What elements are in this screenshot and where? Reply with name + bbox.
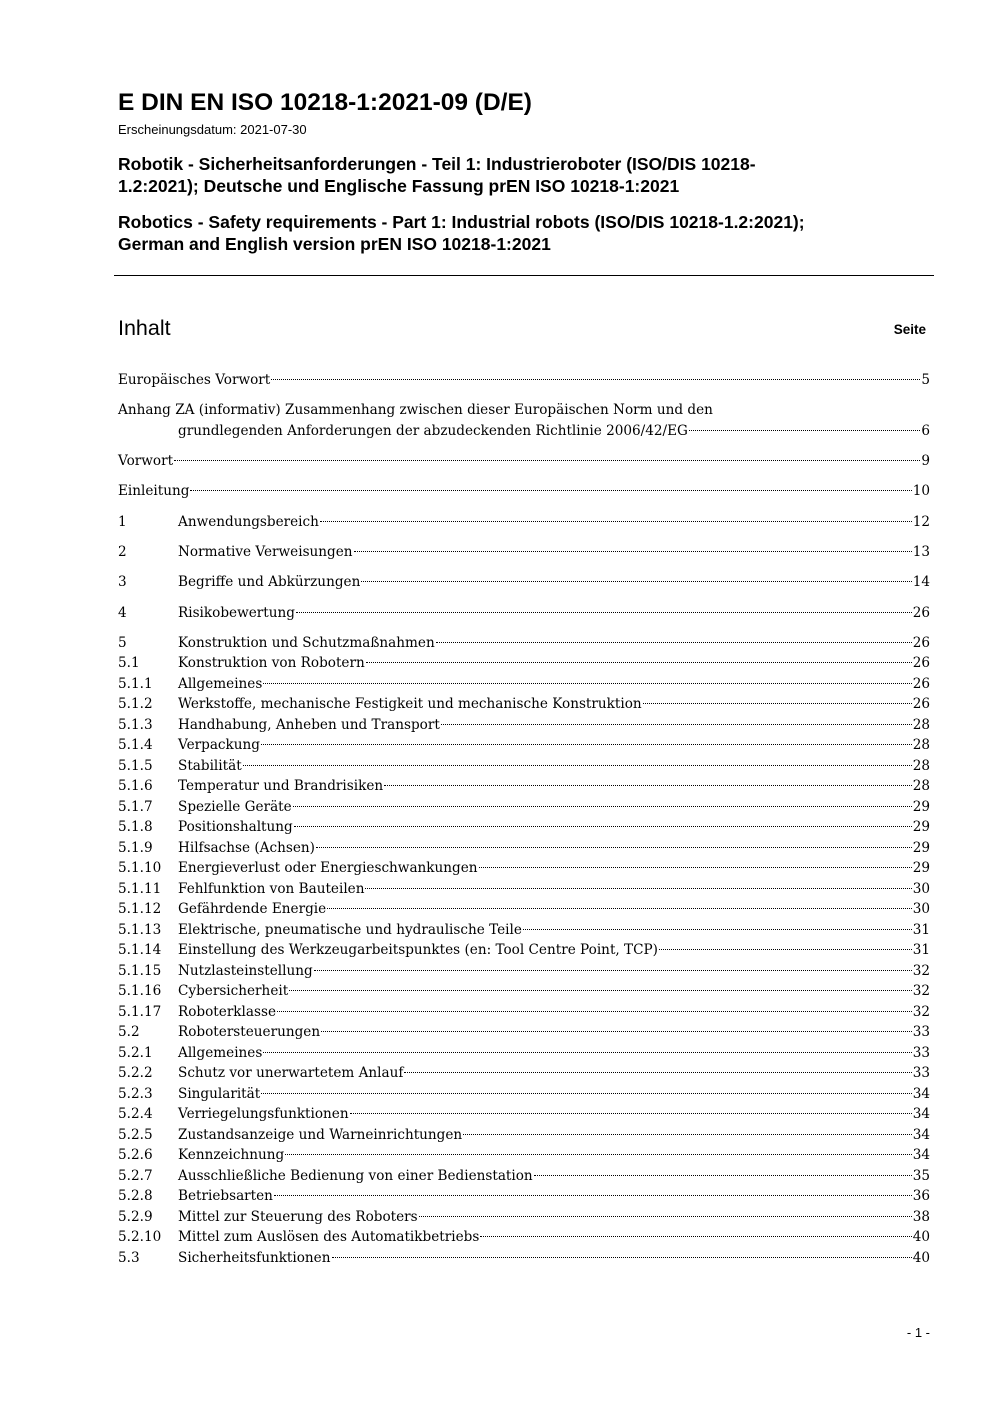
toc-dot-leader xyxy=(263,683,911,684)
toc-entry-line xyxy=(178,633,930,654)
toc-entry[interactable] xyxy=(118,572,930,593)
toc-entry-title: Schutz vor unerwartetem Anlauf xyxy=(178,1065,404,1082)
toc-entry[interactable] xyxy=(118,694,930,715)
toc-dot-leader xyxy=(277,1011,912,1012)
title-german xyxy=(118,153,934,197)
toc-entry-title: Spezielle Geräte xyxy=(178,798,292,815)
toc-entry-number: 5.2.7 xyxy=(118,1167,153,1184)
toc-entry-page: 28 xyxy=(912,757,930,774)
toc-entry-number: 5.2.6 xyxy=(118,1147,153,1164)
toc-entry[interactable] xyxy=(118,633,930,654)
toc-entry-title: Temperatur und Brandrisiken xyxy=(178,778,384,795)
toc-entry-title: Allgemeines xyxy=(178,675,263,692)
table-of-contents xyxy=(118,370,930,1268)
toc-entry-line xyxy=(178,1002,930,1023)
toc-entry-line xyxy=(178,879,930,900)
toc-entry-page: 9 xyxy=(921,453,930,470)
toc-entry-line xyxy=(178,603,930,624)
toc-entry-page: 14 xyxy=(912,574,930,591)
toc-dot-leader xyxy=(361,581,911,582)
toc-dot-leader xyxy=(243,765,912,766)
toc-entry-title: Stabilität xyxy=(178,757,242,774)
toc-entry[interactable] xyxy=(118,674,930,695)
toc-entry-title: Einleitung xyxy=(118,483,190,500)
toc-entry[interactable] xyxy=(118,756,930,777)
toc-entry-number: 5.1.3 xyxy=(118,716,153,733)
toc-entry[interactable] xyxy=(118,653,930,674)
toc-entry-number: 5.2.2 xyxy=(118,1065,153,1082)
toc-entry-title: Betriebsarten xyxy=(178,1188,273,1205)
toc-entry-title: Mittel zur Steuerung des Roboters xyxy=(178,1208,418,1225)
document-header xyxy=(118,88,934,255)
toc-entry-line xyxy=(178,797,930,818)
toc-entry-line xyxy=(178,838,930,859)
toc-entry-line xyxy=(178,715,930,736)
toc-entry-title: Hilfsachse (Achsen) xyxy=(178,839,315,856)
toc-dot-leader xyxy=(296,612,912,613)
toc-entry-line xyxy=(178,1125,930,1146)
toc-entry-page: 6 xyxy=(921,422,930,439)
toc-entry[interactable] xyxy=(118,735,930,756)
toc-dot-leader xyxy=(441,724,912,725)
toc-entry-line xyxy=(118,370,930,391)
toc-dot-leader xyxy=(463,1134,912,1135)
toc-dot-leader xyxy=(294,826,912,827)
toc-entry-title: Handhabung, Anheben und Transport xyxy=(178,716,440,733)
toc-entry-line xyxy=(178,776,930,797)
toc-entry-line xyxy=(178,817,930,838)
toc-entry[interactable] xyxy=(118,981,930,1002)
toc-entry-line xyxy=(118,481,930,502)
toc-entry-line xyxy=(178,1104,930,1125)
toc-entry-page: 40 xyxy=(912,1229,930,1246)
toc-entry-page: 33 xyxy=(912,1044,930,1061)
toc-entry-title: Einstellung des Werkzeugarbeitspunktes (en: Tool Centre Point, TCP) xyxy=(178,942,658,959)
toc-title: Inhalt xyxy=(118,316,171,340)
toc-entry-line xyxy=(178,572,930,593)
toc-entry-line xyxy=(178,694,930,715)
toc-entry[interactable] xyxy=(118,1227,930,1248)
toc-entry-page: 36 xyxy=(912,1188,930,1205)
toc-entry-line xyxy=(178,1022,930,1043)
toc-entry-page: 32 xyxy=(912,962,930,979)
toc-entry[interactable] xyxy=(118,1125,930,1146)
toc-entry-number: 5.1.2 xyxy=(118,696,153,713)
toc-entry[interactable] xyxy=(118,451,930,472)
toc-entry-line xyxy=(178,1063,930,1084)
toc-entry-title: Cybersicherheit xyxy=(178,983,289,1000)
toc-entry-line xyxy=(178,542,930,563)
toc-entry-number: 5.1.7 xyxy=(118,798,153,815)
toc-dot-leader xyxy=(332,1257,912,1258)
toc-entry-page: 10 xyxy=(912,483,930,500)
toc-entry-number: 4 xyxy=(118,604,127,621)
toc-entry-page: 31 xyxy=(912,921,930,938)
toc-entry-line xyxy=(178,1207,930,1228)
toc-entry-title: Gefährdende Energie xyxy=(178,901,327,918)
toc-entry[interactable] xyxy=(118,400,930,441)
toc-entry-line xyxy=(178,920,930,941)
toc-entry[interactable] xyxy=(118,1104,930,1125)
toc-entry-line xyxy=(178,1084,930,1105)
toc-dot-leader xyxy=(436,642,912,643)
toc-entry-page: 32 xyxy=(912,1003,930,1020)
toc-entry[interactable] xyxy=(118,879,930,900)
toc-entry-number: 5.2.3 xyxy=(118,1085,153,1102)
toc-entry-page: 26 xyxy=(912,696,930,713)
toc-entry-page: 38 xyxy=(912,1208,930,1225)
toc-entry-number: 1 xyxy=(118,513,127,530)
title-english-line-1: Robotics - Safety requirements - Part 1: Industrial robots (ISO/DIS 10218-1.2:2021); xyxy=(118,212,805,232)
toc-entry[interactable] xyxy=(118,481,930,502)
toc-entry-title: Elektrische, pneumatische und hydraulische Teile xyxy=(178,921,522,938)
toc-entry-title: Ausschließliche Bedienung von einer Bedienstation xyxy=(178,1167,533,1184)
toc-entry-number: 5.1.11 xyxy=(118,880,162,897)
toc-entry-number: 5.1.15 xyxy=(118,962,162,979)
toc-entry-line xyxy=(178,1043,930,1064)
toc-entry[interactable] xyxy=(118,1022,930,1043)
toc-entry-title: Kennzeichnung xyxy=(178,1147,285,1164)
toc-entry[interactable] xyxy=(118,776,930,797)
toc-entry[interactable] xyxy=(118,603,930,624)
toc-dot-leader xyxy=(314,970,912,971)
toc-entry[interactable] xyxy=(118,961,930,982)
toc-entry-line xyxy=(178,653,930,674)
toc-entry-title: Sicherheitsfunktionen xyxy=(178,1249,331,1266)
toc-dot-leader xyxy=(190,490,911,491)
toc-dot-leader xyxy=(384,785,912,786)
toc-entry-number: 5.1.1 xyxy=(118,675,153,692)
publication-date: Erscheinungsdatum: 2021-07-30 xyxy=(118,122,307,137)
toc-entry-title: Begriffe und Abkürzungen xyxy=(178,574,361,591)
toc-entry-page: 26 xyxy=(912,675,930,692)
toc-entry-line xyxy=(178,1248,930,1269)
toc-entry-number: 5.1.16 xyxy=(118,983,162,1000)
toc-entry-line xyxy=(178,940,930,961)
toc-entry-title: Vorwort xyxy=(118,453,174,470)
toc-entry-title: Singularität xyxy=(178,1085,261,1102)
title-german-line-2: 1.2:2021); Deutsche und Englische Fassung prEN ISO 10218-1:2021 xyxy=(118,176,680,196)
toc-entry-number: 5.1.4 xyxy=(118,737,153,754)
toc-entry-number: 5.2.4 xyxy=(118,1106,153,1123)
toc-dot-leader xyxy=(404,1072,911,1073)
toc-entry[interactable] xyxy=(118,838,930,859)
toc-entry-page: 28 xyxy=(912,716,930,733)
toc-dot-leader xyxy=(285,1154,911,1155)
toc-entry-line xyxy=(178,1166,930,1187)
toc-entry-number: 5.3 xyxy=(118,1249,140,1266)
toc-entry[interactable] xyxy=(118,1063,930,1084)
toc-dot-leader xyxy=(274,1195,912,1196)
toc-entry[interactable] xyxy=(118,370,930,391)
toc-entry-page: 29 xyxy=(912,860,930,877)
toc-entry-title: Mittel zum Auslösen des Automatikbetriebs xyxy=(178,1229,480,1246)
toc-entry-number: 5.1 xyxy=(118,655,140,672)
toc-entry-page: 30 xyxy=(912,880,930,897)
toc-page-column-header: Seite xyxy=(893,322,926,337)
toc-dot-leader xyxy=(643,703,912,704)
toc-dot-leader xyxy=(659,949,912,950)
toc-entry-title: Werkstoffe, mechanische Festigkeit und mechanische Konstruktion xyxy=(178,696,642,713)
toc-entry-page: 34 xyxy=(912,1147,930,1164)
toc-entry-title: Risikobewertung xyxy=(178,604,295,621)
toc-dot-leader xyxy=(316,847,912,848)
toc-entry-number: 5.2.1 xyxy=(118,1044,153,1061)
toc-entry[interactable] xyxy=(118,797,930,818)
toc-entry[interactable] xyxy=(118,920,930,941)
toc-heading-row xyxy=(118,314,926,344)
toc-entry-page: 29 xyxy=(912,819,930,836)
toc-entry-number: 5.2 xyxy=(118,1024,140,1041)
document-title: E DIN EN ISO 10218-1:2021-09 (D/E) xyxy=(118,89,532,116)
toc-entry-page: 34 xyxy=(912,1106,930,1123)
toc-entry-line xyxy=(178,981,930,1002)
header-divider xyxy=(114,275,934,276)
toc-entry[interactable] xyxy=(118,1084,930,1105)
toc-entry-title: Fehlfunktion von Bauteilen xyxy=(178,880,365,897)
toc-dot-leader xyxy=(289,990,912,991)
toc-entry-line xyxy=(178,674,930,695)
toc-entry[interactable] xyxy=(118,542,930,563)
toc-entry-page: 28 xyxy=(912,737,930,754)
toc-dot-leader xyxy=(354,551,912,552)
toc-entry-page: 35 xyxy=(912,1167,930,1184)
toc-entry-title-line-1: Anhang ZA (informativ) Zusammenhang zwischen dieser Europäischen Norm und den xyxy=(118,402,713,419)
toc-entry[interactable] xyxy=(118,899,930,920)
toc-dot-leader xyxy=(293,806,912,807)
toc-entry-title: Robotersteuerungen xyxy=(178,1024,321,1041)
toc-entry-line xyxy=(178,421,930,442)
toc-entry-title: Verpackung xyxy=(178,737,260,754)
toc-dot-leader xyxy=(480,1236,911,1237)
toc-dot-leader xyxy=(174,460,920,461)
toc-entry-line xyxy=(178,1227,930,1248)
toc-entry[interactable] xyxy=(118,512,930,533)
toc-entry[interactable] xyxy=(118,1043,930,1064)
toc-dot-leader xyxy=(365,888,911,889)
toc-entry-page: 40 xyxy=(912,1249,930,1266)
toc-entry-number: 3 xyxy=(118,574,127,591)
toc-entry-page: 26 xyxy=(912,634,930,651)
toc-dot-leader xyxy=(534,1175,912,1176)
toc-entry-page: 34 xyxy=(912,1085,930,1102)
toc-dot-leader xyxy=(366,662,912,663)
toc-entry-page: 29 xyxy=(912,839,930,856)
toc-entry-line xyxy=(178,899,930,920)
toc-entry[interactable] xyxy=(118,1186,930,1207)
toc-entry-line xyxy=(118,451,930,472)
toc-entry-line xyxy=(178,512,930,533)
toc-entry[interactable] xyxy=(118,940,930,961)
toc-entry[interactable] xyxy=(118,715,930,736)
toc-entry-number: 5.1.17 xyxy=(118,1003,162,1020)
toc-entry-number: 5.1.9 xyxy=(118,839,153,856)
toc-entry-number: 5.1.13 xyxy=(118,921,162,938)
toc-entry-title: Konstruktion und Schutzmaßnahmen xyxy=(178,634,435,651)
toc-entry-page: 5 xyxy=(921,372,930,388)
toc-entry-title: Europäisches Vorwort xyxy=(118,372,271,388)
toc-entry-title: Energieverlust oder Energieschwankungen xyxy=(178,860,478,877)
toc-entry-title: Anwendungsbereich xyxy=(178,513,319,530)
toc-entry[interactable] xyxy=(118,1145,930,1166)
toc-entry-title: Verriegelungsfunktionen xyxy=(178,1106,349,1123)
toc-entry-page: 28 xyxy=(912,778,930,795)
toc-entry-line xyxy=(178,756,930,777)
toc-entry-page: 30 xyxy=(912,901,930,918)
toc-entry-number: 5.2.5 xyxy=(118,1126,153,1143)
toc-entry-title: Positionshaltung xyxy=(178,819,293,836)
toc-dot-leader xyxy=(689,430,920,431)
toc-dot-leader xyxy=(419,1216,912,1217)
toc-entry-line xyxy=(178,858,930,879)
title-english-line-2: German and English version prEN ISO 10218-1:2021 xyxy=(118,234,551,254)
toc-dot-leader xyxy=(271,379,920,380)
toc-entry-page: 34 xyxy=(912,1126,930,1143)
toc-entry-page: 31 xyxy=(912,942,930,959)
toc-entry-page: 26 xyxy=(912,604,930,621)
toc-entry-number: 5.1.12 xyxy=(118,901,162,918)
toc-entry-title: Zustandsanzeige und Warneinrichtungen xyxy=(178,1126,463,1143)
toc-entry-title: Roboterklasse xyxy=(178,1003,276,1020)
toc-entry-title: Normative Verweisungen xyxy=(178,543,353,560)
toc-entry-number: 5.1.14 xyxy=(118,942,162,959)
toc-entry-title: Allgemeines xyxy=(178,1044,263,1061)
title-german-line-1: Robotik - Sicherheitsanforderungen - Teil 1: Industrieroboter (ISO/DIS 10218- xyxy=(118,154,756,174)
toc-entry-page: 33 xyxy=(912,1065,930,1082)
toc-entry-line xyxy=(178,961,930,982)
toc-entry-number: 5.1.5 xyxy=(118,757,153,774)
toc-entry-page: 33 xyxy=(912,1024,930,1041)
toc-entry-number: 5.2.8 xyxy=(118,1188,153,1205)
toc-dot-leader xyxy=(350,1113,912,1114)
toc-entry-page: 12 xyxy=(912,513,930,530)
toc-entry-number: 5.2.10 xyxy=(118,1229,162,1246)
title-english xyxy=(118,211,934,255)
toc-entry-line xyxy=(178,735,930,756)
toc-dot-leader xyxy=(320,521,912,522)
toc-entry[interactable] xyxy=(118,1002,930,1023)
page-number: - 1 - xyxy=(906,1325,930,1340)
toc-entry-number: 5.2.9 xyxy=(118,1208,153,1225)
toc-entry[interactable] xyxy=(118,1248,930,1269)
toc-dot-leader xyxy=(261,1093,911,1094)
toc-entry-title: Nutzlasteinstellung xyxy=(178,962,313,979)
toc-entry-title: Konstruktion von Robotern xyxy=(178,655,365,672)
toc-entry-title: grundlegenden Anforderungen der abzudeckenden Richtlinie 2006/42/EG xyxy=(178,422,688,439)
toc-entry-page: 32 xyxy=(912,983,930,1000)
toc-entry-number: 2 xyxy=(118,543,127,560)
toc-entry-number: 5 xyxy=(118,634,127,651)
toc-entry-page: 29 xyxy=(912,798,930,815)
toc-dot-leader xyxy=(327,908,912,909)
toc-entry-page: 13 xyxy=(912,543,930,560)
toc-dot-leader xyxy=(263,1052,911,1053)
toc-entry-line xyxy=(178,1145,930,1166)
toc-entry-number: 5.1.8 xyxy=(118,819,153,836)
toc-entry[interactable] xyxy=(118,1166,930,1187)
toc-entry[interactable] xyxy=(118,1207,930,1228)
toc-entry[interactable] xyxy=(118,858,930,879)
toc-dot-leader xyxy=(321,1031,912,1032)
toc-dot-leader xyxy=(479,867,912,868)
toc-dot-leader xyxy=(261,744,912,745)
toc-entry-page: 26 xyxy=(912,655,930,672)
toc-entry-line xyxy=(178,1186,930,1207)
toc-dot-leader xyxy=(523,929,912,930)
toc-entry-number: 5.1.10 xyxy=(118,860,162,877)
toc-entry-number: 5.1.6 xyxy=(118,778,153,795)
toc-entry[interactable] xyxy=(118,817,930,838)
